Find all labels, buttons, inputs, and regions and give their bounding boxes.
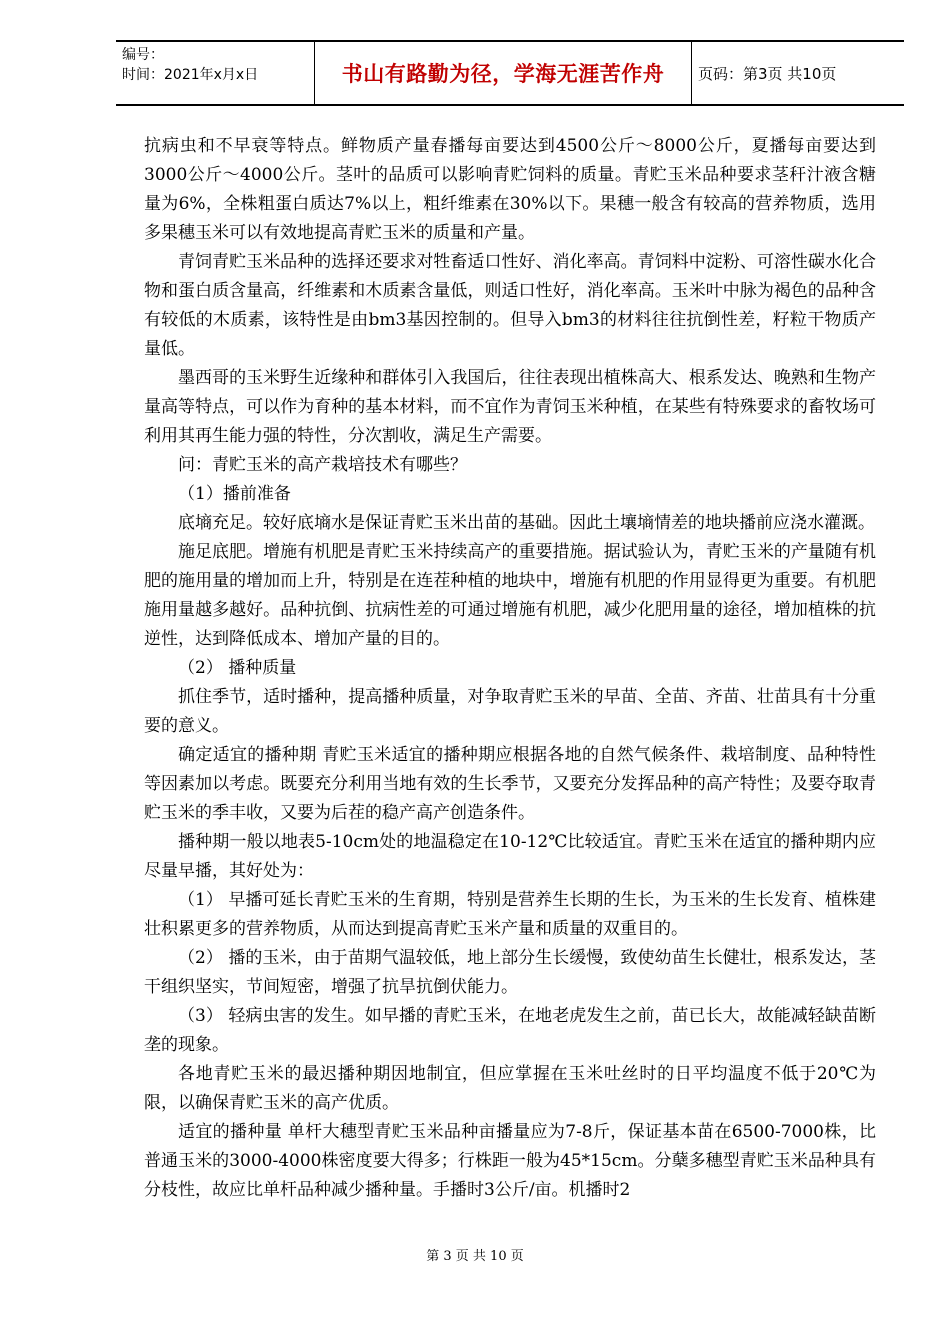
header-page-info: 页码：第3页 共10页 (698, 64, 837, 83)
paragraph: 适宜的播种量 单杆大穗型青贮玉米品种亩播量应为7-8斤，保证基本苗在6500-7000株，比普通玉米的3000-4000株密度要大得多；行株距一般为45*15cm。分蘖多穗型青贮玉米品种具有分枝性，故应比单杆品种减少播种量。手播时3公斤/亩。机播时2 (144, 1122, 876, 1200)
time-label: 时间：2021年x月x日 (122, 67, 259, 83)
question-heading: 问：青贮玉米的高产栽培技术有哪些？ (178, 455, 467, 475)
document-body (144, 132, 876, 1205)
list-item: （1） 早播可延长青贮玉米的生育期，特别是营养生长期的生长，为玉米的生长发育、植株建壮积累更多的营养物质，从而达到提高青贮玉米产量和质量的双重目的。 (144, 890, 876, 939)
serial-label: 编号： (122, 47, 164, 63)
header-meta (122, 45, 258, 85)
header-motto: 书山有路勤为径，学海无涯苦作舟 (341, 62, 665, 86)
page-footer: 第 3 页 共 10 页 (426, 1249, 524, 1264)
section-heading: （2） 播种质量 (178, 658, 297, 678)
paragraph: 底墒充足。较好底墒水是保证青贮玉米出苗的基础。因此土壤墒情差的地块播前应浇水灌溉。 (178, 513, 875, 533)
header-divider-right (691, 42, 692, 104)
list-item: （3） 轻病虫害的发生。如早播的青贮玉米，在地老虎发生之前，苗已长大，故能减轻缺苗断垄的现象。 (144, 1006, 876, 1055)
page-header (116, 40, 904, 106)
section-heading: （1）播前准备 (178, 484, 291, 504)
paragraph: 施足底肥。增施有机肥是青贮玉米持续高产的重要措施。据试验认为，青贮玉米的产量随有机肥的施用量的增加而上升，特别是在连茬种植的地块中，增施有机肥的作用显得更为重要。有机肥施用量越多越好。品种抗倒、抗病性差的可通过增施有机肥，减少化肥用量的途径，增加植株的抗逆性，达到降低成本、增加产量的目的。 (144, 542, 876, 649)
paragraph: 抗病虫和不早衰等特点。鲜物质产量春播每亩要达到4500公斤～8000公斤，夏播每亩要达到3000公斤～4000公斤。茎叶的品质可以影响青贮饲料的质量。青贮玉米品种要求茎秆汁液含糖量为6%，全株粗蛋白质达7%以上，粗纤维素在30%以下。果穗一般含有较高的营养物质，选用多果穗玉米可以有效地提高青贮玉米的质量和产量。 (144, 136, 876, 243)
paragraph: 各地青贮玉米的最迟播种期因地制宜，但应掌握在玉米吐丝时的日平均温度不低于20℃为限，以确保青贮玉米的高产优质。 (144, 1064, 876, 1113)
paragraph: 抓住季节，适时播种，提高播种质量，对争取青贮玉米的早苗、全苗、齐苗、壮苗具有十分重要的意义。 (144, 687, 876, 736)
header-divider-left (314, 42, 315, 104)
paragraph: 青饲青贮玉米品种的选择还要求对牲畜适口性好、消化率高。青饲料中淀粉、可溶性碳水化合物和蛋白质含量高，纤维素和木质素含量低，则适口性好，消化率高。玉米叶中脉为褐色的品种含有较低的木质素，该特性是由bm3基因控制的。但导入bm3的材料往往抗倒性差，籽粒干物质产量低。 (144, 252, 876, 359)
paragraph: 墨西哥的玉米野生近缘种和群体引入我国后，往往表现出植株高大、根系发达、晚熟和生物产量高等特点，可以作为育种的基本材料，而不宜作为青饲玉米种植，在某些有特殊要求的畜牧场可利用其再生能力强的特性，分次割收，满足生产需要。 (144, 368, 876, 446)
list-item: （2） 播的玉米，由于苗期气温较低，地上部分生长缓慢，致使幼苗生长健壮，根系发达，茎干组织坚实，节间短密，增强了抗旱抗倒伏能力。 (144, 948, 876, 997)
paragraph: 播种期一般以地表5-10cm处的地温稳定在10-12℃比较适宜。青贮玉米在适宜的播种期内应尽量早播，其好处为： (144, 832, 876, 881)
paragraph: 确定适宜的播种期 青贮玉米适宜的播种期应根据各地的自然气候条件、栽培制度、品种特性等因素加以考虑。既要充分利用当地有效的生长季节，又要充分发挥品种的高产特性；及要夺取青贮玉米的季丰收，又要为后茬的稳产高产创造条件。 (144, 745, 876, 823)
